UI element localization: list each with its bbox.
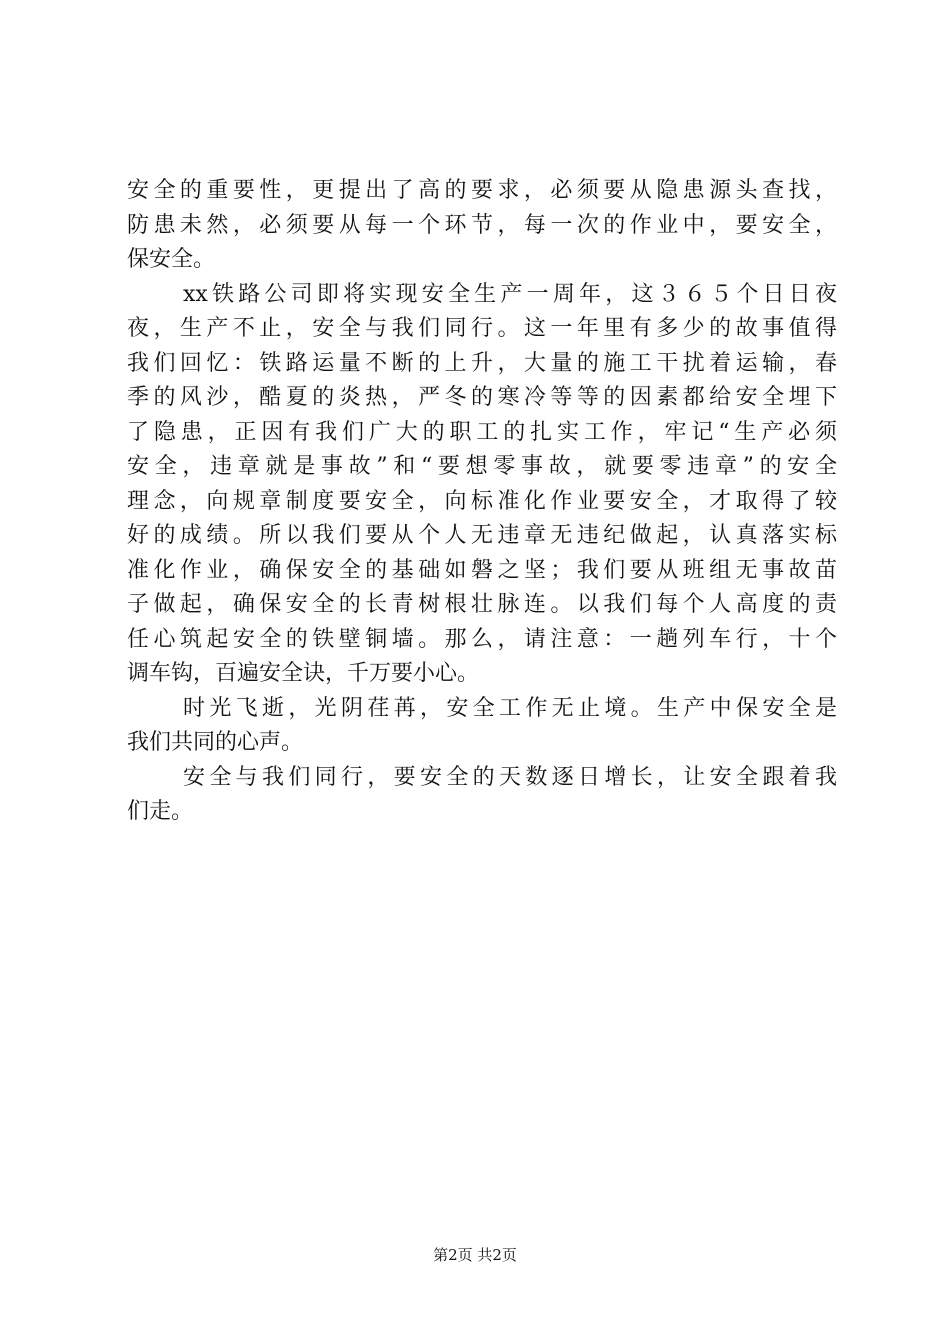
body-line: 夜，生产不止，安全与我们同行。这一年里有多少的故事值得 [127,316,837,341]
body-line: 们走。 [127,799,194,824]
body-line: 我们回忆：铁路运量不断的上升，大量的施工干扰着运输，春 [127,350,837,376]
body-line: 子做起，确保安全的长青树根壮脉连。以我们每个人高度的责 [127,592,837,617]
body-line: 我们共同的心声。 [127,730,304,755]
body-line: 好的成绩。所以我们要从个人无违章无违纪做起，认真落实标 [127,523,837,548]
body-line: 安全的重要性，更提出了高的要求，必须要从隐患源头查找， [127,178,837,203]
body-line: 时光飞逝，光阴荏苒，安全工作无止境。生产中保安全是 [183,695,837,721]
body-line: 季的风沙，酷夏的炎热，严冬的寒冷等等的因素都给安全埋下 [127,385,837,410]
body-line: 安全，违章就是事故”和“要想零事故，就要零违章”的安全 [127,454,837,479]
page-number-footer: 第2页 共2页 [433,1246,517,1264]
body-line: xx铁路公司即将实现安全生产一周年，这３６５个日日夜 [183,281,837,307]
document-body [127,174,837,830]
body-line: 保安全。 [127,247,216,272]
body-line: 理念，向规章制度要安全，向标准化作业要安全，才取得了较 [127,488,837,514]
body-line: 防患未然，必须要从每一个环节，每一次的作业中，要安全， [127,212,837,238]
body-line: 任心筑起安全的铁壁铜墙。那么，请注意：一趟列车行，十个 [127,626,837,652]
body-line: 调车钩，百遍安全诀，千万要小心。 [127,661,480,686]
body-line: 准化作业，确保安全的基础如磐之坚；我们要从班组无事故苗 [127,557,837,583]
body-line: 了隐患，正因有我们广大的职工的扎实工作，牢记“生产必须 [127,419,837,445]
body-line: 安全与我们同行，要安全的天数逐日增长，让安全跟着我 [183,764,837,790]
